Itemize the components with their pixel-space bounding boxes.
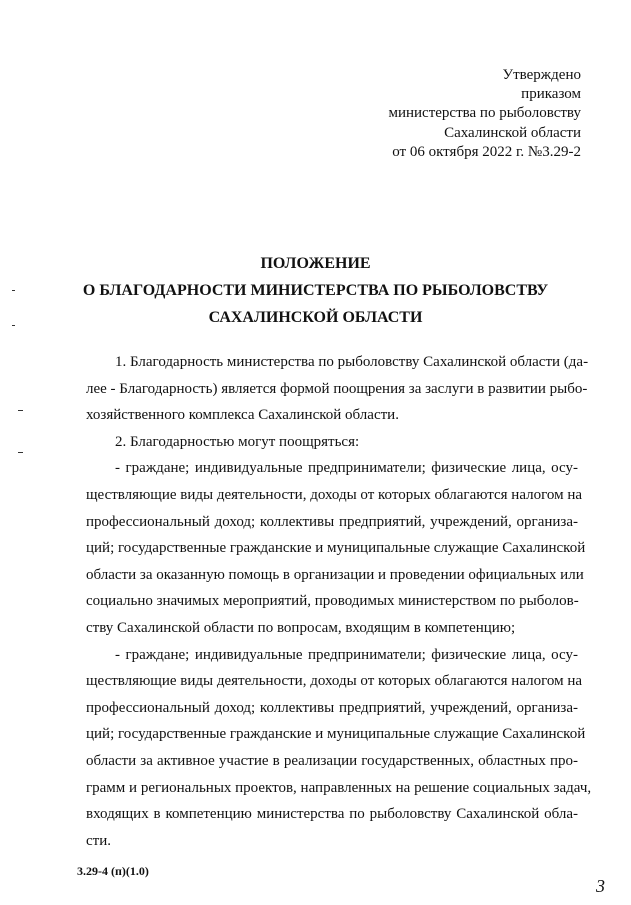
scan-speck [18,410,23,411]
scan-speck [12,325,15,326]
body-line: ций; государственные гражданские и муниципальные служащие Сахалинской [86,726,586,743]
body-line: 2. Благодарностью могут поощряться: [115,433,360,450]
approval-line: приказом [521,86,581,103]
body-line: профессиональный доход; коллективы предприятий, учреждений, организа- [86,513,578,530]
body-line: области за активное участие в реализации государственных, областных про- [86,752,578,769]
body-line: ству Сахалинской области по вопросам, входящим в компетенцию; [86,619,516,636]
body-line: социально значимых мероприятий, проводимых министерством по рыболов- [86,593,579,610]
document-body [86,349,592,854]
body-line: 1. Благодарность министерства по рыболовству Сахалинской области (да- [115,354,589,370]
body-line: - граждане; индивидуальные предприниматели; физические лица, осу- [115,646,578,663]
body-line: лее - Благодарность) является формой поощрения за заслуги в развитии рыбо- [86,380,588,397]
body-line: - граждане; индивидуальные предприниматели; физические лица, осу- [115,460,578,477]
scan-speck [18,452,23,453]
body-line: профессиональный доход; коллективы предприятий, учреждений, организа- [86,699,578,716]
body-line: хозяйственного комплекса Сахалинской области. [86,407,399,424]
approval-line: от 06 октября 2022 г. №3.29-2 [392,143,581,160]
title-line: О БЛАГОДАРНОСТИ МИНИСТЕРСТВА ПО РЫБОЛОВСТВУ [82,282,549,299]
body-line: сти. [86,832,111,849]
body-line: области за оказанную помощь в организации и проведении официальных или [86,566,584,583]
footer-form-code: 3.29-4 (п)(1.0) [77,864,149,878]
body-line: ществляющие виды деятельности, доходы от которых облагаются налогом на [86,486,583,503]
scan-speck [12,290,15,291]
approval-line: Сахалинской области [444,124,581,141]
approval-line: Утверждено [502,67,581,83]
title-line: ПОЛОЖЕНИЕ [260,255,371,272]
title-line: САХАЛИНСКОЙ ОБЛАСТИ [208,309,423,326]
body-line: ций; государственные гражданские и муниципальные служащие Сахалинской [86,540,586,557]
page-number: 3 [596,876,605,896]
document-title [0,250,631,331]
body-line: ществляющие виды деятельности, доходы от которых облагаются налогом на [86,673,583,690]
approval-line: министерства по рыболовству [388,105,581,122]
approval-stamp [388,66,581,162]
body-line: грамм и региональных проектов, направленных на решение социальных задач, [86,779,592,796]
body-line: входящих в компетенцию министерства по рыболовству Сахалинской обла- [86,806,578,823]
